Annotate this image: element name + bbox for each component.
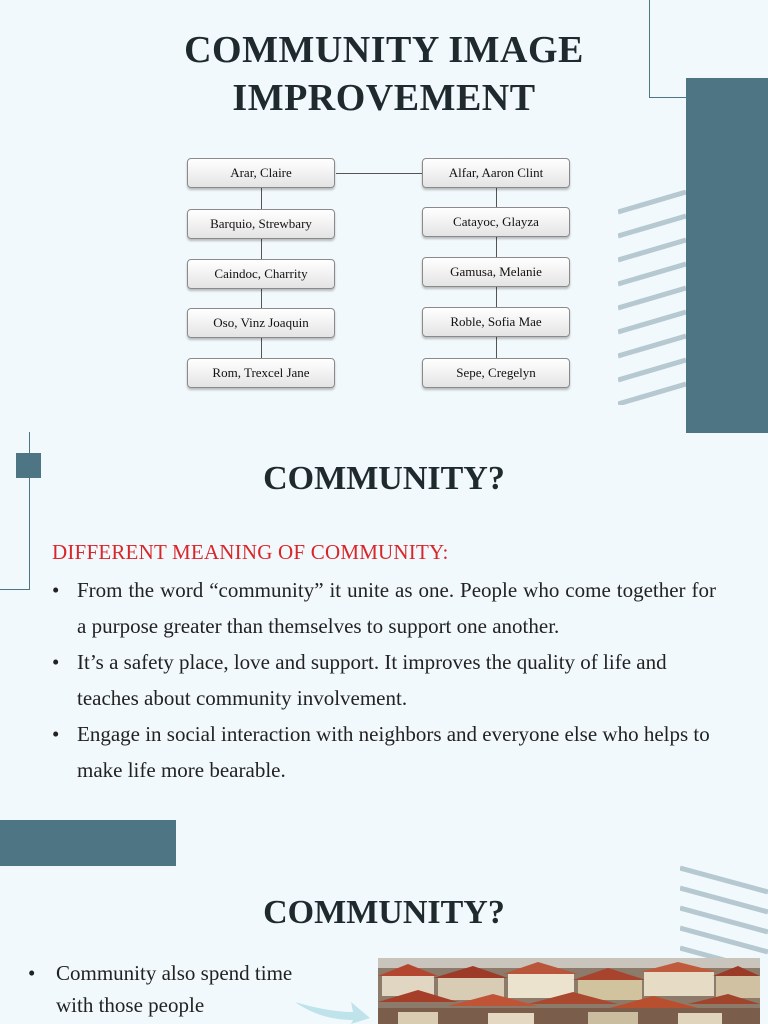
bullet-list — [52, 572, 716, 788]
title-line-2: IMPROVEMENT — [232, 77, 536, 119]
member-node: Catayoc, Glayza — [422, 207, 570, 237]
list-item — [28, 957, 318, 1021]
list-item-text: From the word “community” it unite as one. People who come together for a purpose greater than themselves to support one another. — [77, 578, 716, 638]
decorative-teal-band — [0, 820, 176, 866]
list-item — [52, 644, 716, 716]
connector-top — [336, 173, 422, 174]
list-item-text: Community also spend time with those people — [56, 961, 293, 1017]
title-line-1: COMMUNITY IMAGE — [184, 29, 584, 71]
member-node: Alfar, Aaron Clint — [422, 158, 570, 188]
member-node: Sepe, Cregelyn — [422, 358, 570, 388]
member-node: Caindoc, Charrity — [187, 259, 335, 289]
section-heading: COMMUNITY? — [263, 460, 505, 497]
section-heading: COMMUNITY? — [263, 894, 505, 931]
member-node: Oso, Vinz Joaquin — [187, 308, 335, 338]
member-node: Roble, Sofia Mae — [422, 307, 570, 337]
bullet-list — [28, 957, 318, 1021]
member-node: Gamusa, Melanie — [422, 257, 570, 287]
member-node: Rom, Trexcel Jane — [187, 358, 335, 388]
list-item-text: Engage in social interaction with neighbors and everyone else who helps to make life more bearable. — [77, 722, 710, 782]
member-node: Barquio, Strewbary — [187, 209, 335, 239]
member-node: Arar, Claire — [187, 158, 335, 188]
town-rooftops-photo — [378, 958, 760, 1024]
bullet-icon: • — [52, 722, 60, 746]
decorative-arrow — [295, 998, 370, 1024]
list-item-text: It’s a safety place, love and support. It improves the quality of life and teaches about community involvement. — [77, 650, 667, 710]
bullet-icon: • — [52, 650, 60, 674]
page-title — [0, 26, 768, 122]
bullet-icon: • — [52, 578, 60, 602]
decorative-teal-block — [686, 78, 768, 433]
decorative-stripes-top — [618, 190, 686, 405]
bullet-icon: • — [28, 961, 36, 985]
subheading: DIFFERENT MEANING OF COMMUNITY: — [52, 540, 449, 564]
list-item — [52, 716, 716, 788]
list-item — [52, 572, 716, 644]
